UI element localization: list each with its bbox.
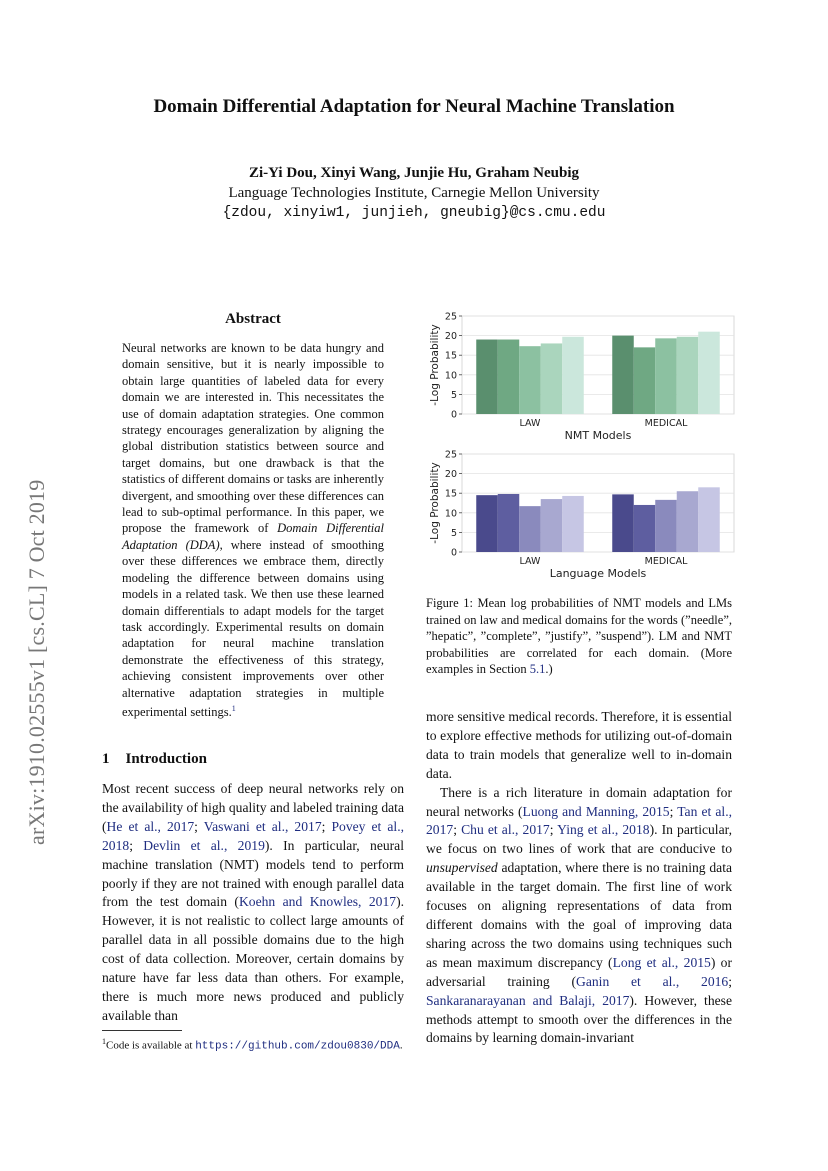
y-tick-label: 10 [444,370,457,382]
footnote-mark: 1 [102,1037,106,1046]
introduction-body [102,780,404,1026]
body-text: adaptation, where there is no training data available in the target domain. The first line of work focuses on aligning representations of data from different domains with the goal of improving data sharing across the two domains using techniques such as mean maximum discrepancy ( [426,860,732,970]
x-category-label: LAW [519,556,541,567]
y-tick-label: 20 [444,469,457,481]
x-category-label: MEDICAL [644,556,688,567]
y-tick-label: 0 [450,547,457,559]
citation-link[interactable]: Devlin et al., 2019 [143,837,265,853]
y-tick-label: 20 [444,331,457,343]
y-tick-label: 15 [444,350,457,362]
bar [698,332,720,414]
bar [476,495,498,552]
paper-emails: {zdou, xinyiw1, junjieh, gneubig}@cs.cmu.edu [222,205,606,221]
bar [634,347,656,414]
footnote [102,1034,404,1055]
abstract-emphasis: Domain Differential Adaptation (DDA) [122,521,385,552]
citation-link[interactable]: Vaswani et al., 2017 [203,818,322,834]
paper-authors: Zi-Yi Dou, Xinyi Wang, Junjie Hu, Graham Neubig [248,165,580,181]
bar [655,500,677,552]
bar [612,494,634,552]
bar [498,494,520,552]
citation-separator: ; [453,822,462,838]
abstract-footnote-mark[interactable]: 1 [231,703,236,713]
y-tick-label: 15 [444,488,457,500]
section-number: 1 [102,751,110,767]
intro-text: ). In particular, neural machine translation (NMT) models tend to perform poorly if they are not trained with enough parallel data from the test domain ( [102,837,404,910]
citation-link[interactable]: Ying et al., 2018 [557,822,650,838]
y-tick-label: 25 [444,449,457,461]
section-reference-link[interactable]: 5.1 [529,662,546,677]
abstract-text-1: Neural networks are known to be data hungry and domain sensitive, but it is nearly impossible to obtain large quantities of labeled data for every domain we are interested in. This necessitates the use of domain adaptation strategies. One common strategy encourages generalization by aligning the global distribution statistics between source and target domains, but one drawback is that the statistics of different domains or tasks are inherently divergent, and smoothing over these differences can lead to sub-optimal performance. In this paper, we propose the framework of [122,341,384,536]
figure-1-charts [414,308,744,590]
citation-link[interactable]: Sankaranarayanan and Balaji, 2017 [426,992,630,1008]
bar [541,499,563,552]
citation-link[interactable]: Chu et al., 2017 [461,822,550,838]
abstract-body [122,340,384,721]
x-axis-label: Language Models [549,567,647,580]
bar [519,506,541,552]
paragraph: more sensitive medical records. Therefore, it is essential to explore effective methods for utilizing out-of-domain data to train models that generalize well to in-domain data. [426,709,732,781]
footnote-rule [102,1030,182,1031]
citation-link[interactable]: Tan et al., 2017 [426,803,732,838]
body-text: ). In particular, we focus on two lines of work that are conducive to [426,822,732,857]
citation-link[interactable]: He et al., 2017 [106,818,195,834]
bar [476,340,498,414]
bar [677,491,699,552]
bar [541,343,563,414]
y-axis-label: -Log Probability [429,462,441,544]
bar [698,487,720,552]
bar [677,337,699,414]
citation-link[interactable]: Ganin et al., 2016 [576,973,729,989]
paragraph [426,784,732,1049]
bar [562,496,584,552]
y-tick-label: 25 [444,311,457,323]
citation-separator: ; [321,818,332,834]
footnote-text: Code is available at [106,1039,196,1052]
bar [562,337,584,414]
y-tick-label: 5 [450,527,457,539]
body-text: ). However, these methods attempt to smooth over the differences in the domains by learning domain-invariant [426,992,732,1046]
footnote-end: . [399,1039,403,1052]
citation-link[interactable]: Long et al., 2015 [612,954,711,970]
citation-separator: ; [129,837,144,853]
language-models-chart [429,450,734,581]
x-axis-label: NMT Models [564,429,632,442]
x-category-label: LAW [519,418,541,429]
bar [612,336,634,414]
nmt-models-chart [429,312,734,443]
abstract-text-2: , where instead of smoothing over these differences we embrace them, directly modeling the difference between domains using models in a related task. We then use these learned domain differentials to adapt models for the target task accordingly. Experimental results on domain adaptation for neural machine translation demonstrate the effectiveness of this strategy, achieving consistent improvements over other alternative adaptation strategies in multiple experimental settings. [122,537,384,720]
citation-link[interactable]: Povey et al., 2018 [102,818,404,853]
citation-separator: ; [194,818,204,834]
citation-link[interactable]: Luong and Manning, 2015 [522,803,670,819]
citation-separator: ; [669,803,678,819]
caption-text-end: .) [545,662,553,677]
section-heading-introduction [102,751,207,768]
intro-text: ). However, it is not realistic to collect large amounts of parallel data in all possible domains due to the high cost of data collection. Moreover, certain domains by nature have far less data than others. For example, there is much more news produced and publicly available than [102,894,404,1023]
citation-link[interactable]: Koehn and Knowles, 2017 [238,894,397,910]
caption-text: Figure 1: Mean log probabilities of NMT models and LMs trained on law and medical domains for the words (”needle”, ”hepatic”, ”complete”, ”justify”, ”suspend”). LM and NMT probabilities are correlated for each domain. (More examples in Section [426,596,732,677]
bar [634,505,656,552]
y-tick-label: 0 [450,409,457,421]
bar [519,346,541,414]
section-title: Introduction [125,751,207,767]
intro-text: Most recent success of deep neural networks rely on the availability of high quality and labeled training data ( [102,781,404,834]
citation-separator: ; [549,822,558,838]
x-category-label: MEDICAL [644,418,688,429]
body-text: ) or adversarial training ( [426,954,733,989]
citation-separator: ; [728,973,732,989]
emphasis: unsupervised [426,860,498,876]
code-repository-link[interactable]: https://github.com/zdou0830/DDA [195,1040,400,1053]
figure-caption [426,595,732,678]
paper-affiliation: Language Technologies Institute, Carnegie Mellon University [228,185,600,201]
bar [655,338,677,414]
y-axis-label: -Log Probability [429,324,441,406]
paper-title: Domain Differential Adaptation for Neural Machine Translation [153,96,675,117]
bar [498,340,520,414]
arxiv-identifier: arXiv:1910.02555v1 [cs.CL] 7 Oct 2019 [24,479,49,845]
right-column-body [426,708,732,1048]
abstract-heading: Abstract [225,311,281,327]
y-tick-label: 5 [450,389,457,401]
body-text: There is a rich literature in domain adaptation for neural networks ( [426,784,732,819]
y-tick-label: 10 [444,508,457,520]
